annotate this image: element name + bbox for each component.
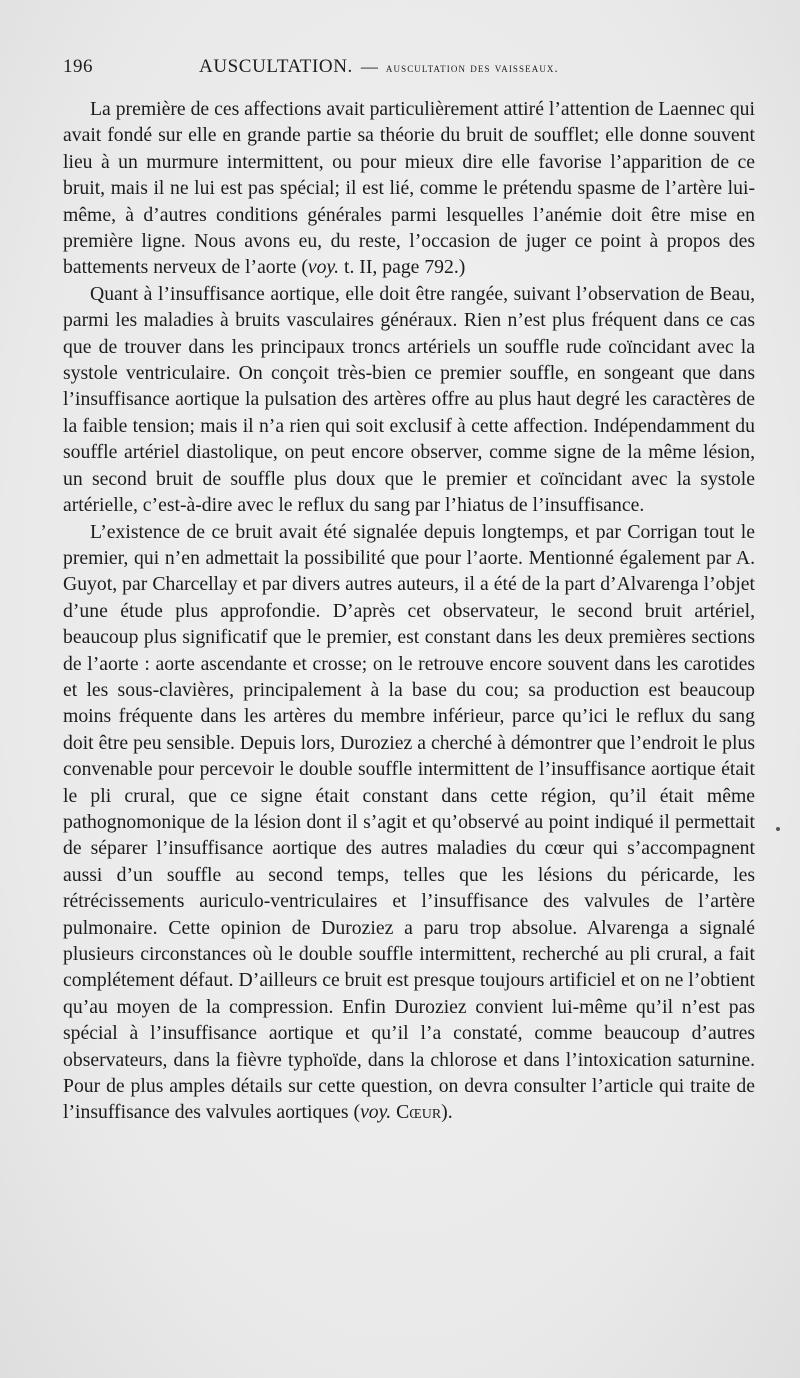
smallcaps-reference: Cœur bbox=[396, 1101, 442, 1124]
paragraph-text: ). bbox=[441, 1101, 453, 1124]
running-title-main: AUSCULTATION. bbox=[199, 56, 353, 77]
paragraph-text: Quant à l’insuffisance aortique, elle doit être rangée, suivant l’observation de Beau, parmi les maladies à bruits vasculaires généraux. Rien n’est plus fréquent dans ce cas que de trouver dans les principaux troncs artériels un souffle rude coïncidant avec la systole ventriculaire. On conçoit très-bien ce premier souffle, en songeant que dans l’insuffisance aortique la pulsation des artères offre au plus haut degré les caractères de la faible tension; mais il n’a rien qui soit exclusif à cette affection. Indépendamment du souffle artériel diastolique, on peut encore observer, comme signe de la même lésion, un second bruit de souffle plus doux que le premier et coïncidant avec la systole artérielle, c’est-à-dire avec le reflux du sang par l’hiatus de l’insuffisance. bbox=[63, 282, 755, 517]
running-title-dash: — bbox=[360, 57, 378, 76]
page-number: 196 bbox=[63, 56, 93, 77]
section-title: auscultation des vaisseaux. bbox=[385, 61, 559, 75]
margin-speck bbox=[776, 827, 780, 831]
italic-reference: voy. bbox=[307, 256, 340, 279]
paragraph-1 bbox=[63, 96, 755, 281]
paragraph-2 bbox=[63, 281, 755, 519]
running-title bbox=[199, 56, 559, 78]
page-header bbox=[63, 56, 755, 86]
italic-reference: voy. bbox=[360, 1101, 392, 1124]
paragraph-text: La première de ces affections avait particulièrement attiré l’attention de Laennec qui avait fondé sur elle en grande partie sa théorie du bruit de soufflet; elle donne souvent lieu à un murmure intermittent, ou pour mieux dire elle favorise l’apparition de ce bruit, mais il ne lui est pas spécial; il est lié, comme le prétendu spasme de l’artère lui-même, à d’autres conditions générales parmi lesquelles l’anémie doit être mise en première ligne. Nous avons eu, du reste, l’occasion de juger ce point à propos des battements nerveux de l’aorte ( bbox=[63, 98, 755, 279]
paragraph-3 bbox=[63, 519, 755, 1126]
paragraph-text: L’existence de ce bruit avait été signalée depuis longtemps, et par Corrigan tout le premier, qui n’en admettait la possibilité que pour l’aorte. Mentionné également par A. Guyot, par Charcellay et par divers autres auteurs, il a été de la part d’Alvarenga l’objet d’une étude plus approfondie. D’après cet observateur, le second bruit artériel, beaucoup plus significatif que le premier, est constant dans les deux premières sections de l’aorte : aorte ascendante et crosse; on le retrouve encore souvent dans les carotides et les sous-clavières, principalement à la base du cou; sa production est beaucoup moins fréquente dans les artères du membre inférieur, parce qu’ici le reflux du sang doit être peu sensible. Depuis lors, Duroziez a cherché à démontrer que l’endroit le plus convenable pour percevoir le double souffle intermittent de l’insuffisance aortique était le pli crural, que ce signe était constant dans cette région, qu’il était même pathognomonique de la lésion dont il s’agit et qu’observé au point indiqué il permettait de séparer l’insuffisance aortique des autres maladies du cœur qui s’accompagnent aussi d’un souffle au second temps, telles que les lésions du péricarde, les rétrécissements auriculo-ventriculaires et l’insuffisance des valvules de l’artère pulmonaire. Cette opinion de Duroziez a paru trop absolue. Alvarenga a signalé plusieurs circonstances où le double souffle intermittent, recherché au pli crural, a fait complétement défaut. D’ailleurs ce bruit est presque toujours artificiel et on ne l’obtient qu’au moyen de la compression. Enfin Duroziez convient lui-même qu’il n’est pas spécial à l’insuffisance aortique et qu’il l’a constaté, comme beaucoup d’autres observateurs, dans la fièvre typhoïde, dans la chlorose et dans l’intoxication saturnine. Pour de plus amples détails sur cette question, on devra consulter l’article qui traite de l’insuffisance des valvules aortiques ( bbox=[63, 520, 755, 1124]
body-text bbox=[63, 96, 755, 1126]
paragraph-text: t. II, page 792.) bbox=[339, 256, 466, 279]
